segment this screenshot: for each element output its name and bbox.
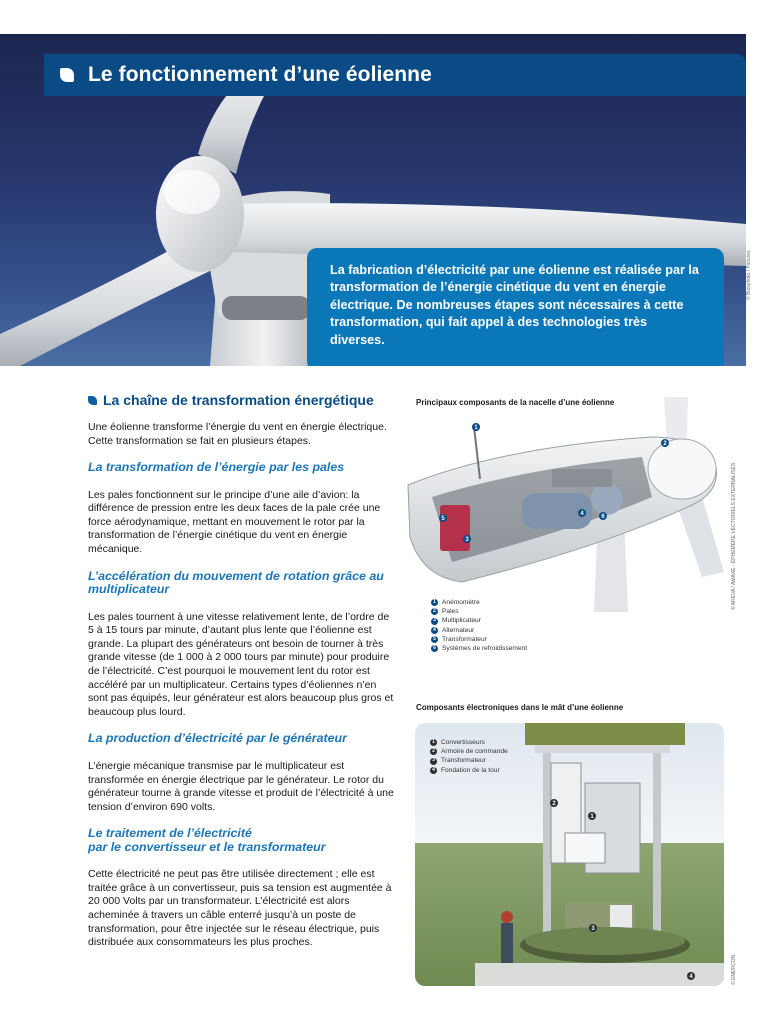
svg-text:4: 4: [580, 511, 584, 517]
legend-label: Systèmes de refroidissement: [442, 645, 528, 653]
legend-item: [430, 766, 508, 775]
title-bar: [44, 54, 746, 96]
legend-label: Armoire de commande: [441, 748, 508, 756]
legend-label: Fondation de la tour: [441, 766, 500, 774]
legend-number: 2: [431, 608, 438, 615]
legend-item: [430, 747, 508, 756]
legend-number: 5: [431, 636, 438, 643]
svg-text:5: 5: [441, 516, 445, 522]
legend-number: 6: [431, 645, 438, 652]
subheading-pales: La transformation de l’énergie par les pales: [88, 460, 345, 475]
subheading-convertisseur-line1: Le traitement de l’électricité: [88, 826, 252, 841]
subheading-generateur: La production d’électricité par le générateur: [88, 731, 347, 746]
intro-text: La fabrication d’électricité par une éolienne est réalisée par la transformation de l’énergie cinétique du vent en énergie électrique. De nombreuses étapes sont nécessaires à cette transformation, qui fait appel à des technologies très diverses.: [330, 263, 699, 347]
svg-text:6: 6: [601, 514, 605, 520]
paragraph-pales: Les pales fonctionnent sur le principe d’une aile d’avion: la différence de pression entre les deux faces de la pale crée une force aérodynamique, mettant en mouvement le rotor par la transformation de l’énergie cinétique du vent en énergie mécanique.: [88, 488, 381, 556]
section-header: [88, 392, 394, 408]
hero-photo: [0, 34, 746, 366]
nacelle-cutaway-drawing: [402, 397, 724, 617]
svg-text:2: 2: [663, 441, 667, 447]
legend-item: [430, 756, 508, 765]
legend-item: [431, 626, 527, 635]
nacelle-legend: [431, 598, 527, 653]
intro-box: [307, 248, 724, 366]
tower-caption: Composants électroniques dans le mât d’une éolienne: [416, 703, 624, 712]
legend-label: Pales: [442, 608, 459, 616]
subheading-multiplicateur: L’accélération du mouvement de rotation grâce au multiplicateur: [88, 568, 384, 597]
nacelle-illustration: [402, 397, 724, 617]
svg-text:3: 3: [591, 926, 595, 932]
legend-number: 2: [430, 748, 437, 755]
subheading-convertisseur: [88, 827, 394, 854]
legend-label: Alternateur: [442, 626, 475, 634]
tower-credit: © ENERCON: [731, 954, 737, 985]
subheading-convertisseur-line2: par le convertisseur et le transformateur: [88, 839, 326, 854]
svg-text:1: 1: [590, 814, 594, 820]
legend-number: 1: [431, 599, 438, 606]
legend-label: Transformateur: [442, 635, 487, 643]
paragraph-convertisseur: Cette électricité ne peut pas être utilisée directement ; elle est traitée grâce à un convertisseur, puis sa tension est augmentée à 20 000 Volts par un transformateur. L’électricité est alors acheminée à travers un câble enterré jusqu’à un poste de transformation, pour être injectée sur le réseau électrique, puis distribuée aux consommateurs les plus proches.: [88, 868, 392, 949]
legend-item: [431, 616, 527, 625]
page-title: Le fonctionnement d’une éolienne: [88, 63, 432, 86]
legend-item: [431, 644, 527, 653]
paragraph-generateur: L’énergie mécanique transmise par le multiplicateur est transformée en énergie électrique par le générateur. Le rotor du générateur tourne à grande vitesse et produit de l’électricité à une tension d’environ 690 volts.: [88, 759, 394, 813]
section-title: La chaîne de transformation énergétique: [103, 392, 374, 408]
nacelle-caption: Principaux composants de la nacelle d’une éolienne: [416, 398, 615, 407]
legend-item: [431, 635, 527, 644]
legend-label: Transformateur: [441, 757, 486, 765]
paragraph-multiplicateur: Les pales tournent à une vitesse relativement lente, de l’ordre de 5 à 15 tours par minute, d’autant plus lente que l’éolienne est grande. La plupart des générateurs ont besoin de tourner à très grande vitesse (de 1 000 à 2 000 tours par minute) pour produire de l’électricité. C’est pourquoi le mouvement lent du rotor est accéléré par un multiplicateur. Certains types d’éoliennes n’en sont pas équipés, leur générateur est alors beaucoup plus gros et beaucoup plus lourd.: [88, 610, 394, 718]
legend-number: 4: [430, 767, 437, 774]
legend-label: Multiplicateur: [442, 617, 481, 625]
article-column: [88, 392, 394, 963]
legend-label: Convertisseurs: [441, 739, 485, 746]
legend-number: 1: [430, 739, 437, 746]
svg-text:2: 2: [552, 801, 556, 807]
svg-text:1: 1: [474, 425, 478, 431]
section-intro: Une éolienne transforme l’énergie du vent en énergie électrique. Cette transformation se fait en plusieurs étapes.: [88, 421, 387, 447]
legend-item: [431, 607, 527, 616]
legend-label: Anémomètre: [442, 599, 480, 606]
svg-text:4: 4: [689, 974, 693, 980]
tower-legend: [430, 738, 508, 775]
nacelle-credit: © AREVA / AMAXE - ÉPHÉMÈRE VÉCTORIELS EXTERNALISÉS: [731, 462, 737, 610]
section-bullet-icon: [88, 396, 97, 405]
svg-text:3: 3: [465, 537, 469, 543]
legend-number: 4: [431, 627, 438, 634]
photo-credit: © Biosphoto / Pictures: [746, 250, 752, 300]
legend-number: 3: [430, 758, 437, 765]
title-bullet-icon: [60, 68, 74, 82]
legend-number: 3: [431, 618, 438, 625]
legend-item: [430, 738, 508, 747]
legend-item: [431, 598, 527, 607]
